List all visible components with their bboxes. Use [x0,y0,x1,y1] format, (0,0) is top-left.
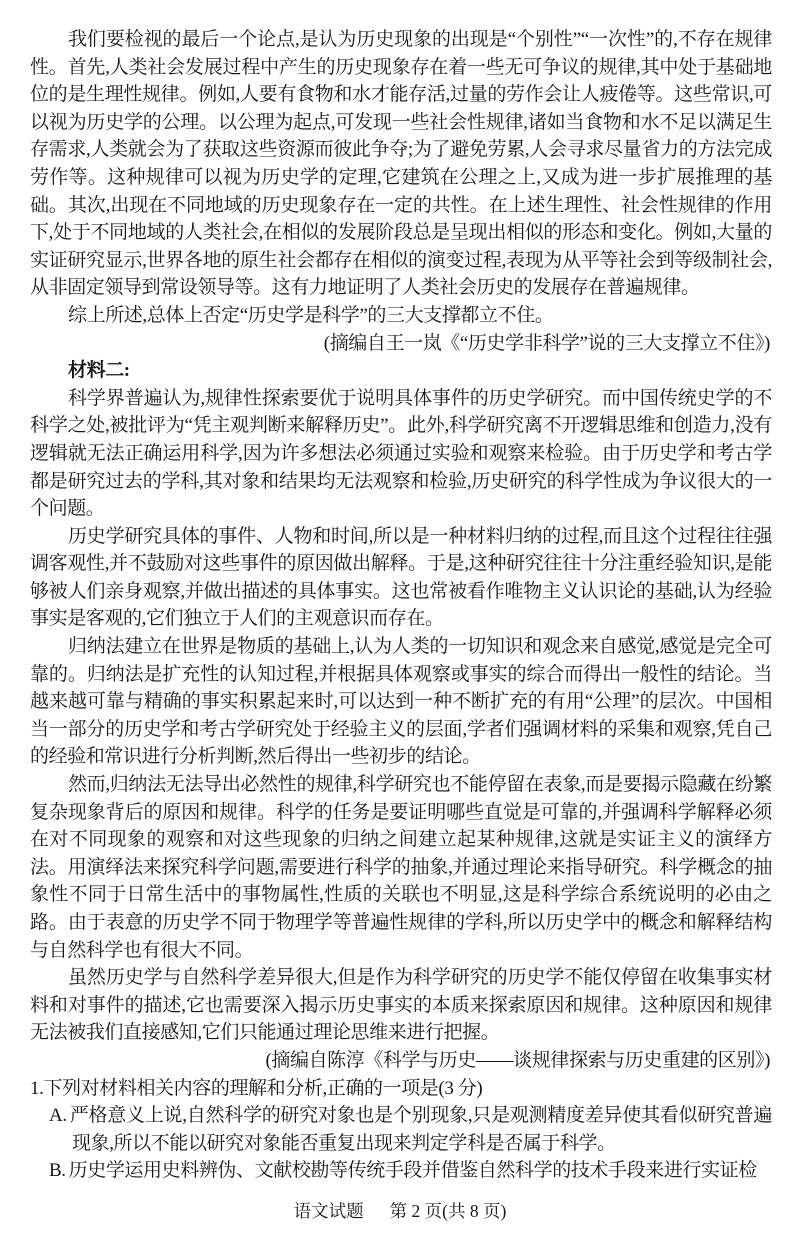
option-a-text: 严格意义上说,自然科学的研究对象也是个别现象,只是观测精度差异使其看似研究普遍现象,所以不能以研究对象能否重复出现来判定学科是否属于科学。 [69,1105,772,1154]
option-b-label: B. [49,1160,66,1182]
material2-paragraph: 历史学研究具体的事件、人物和时间,所以是一种材料归纳的过程,而且这个过程往往强调客观性,并不鼓励对这些事件的原因做出解释。于是,这种研究往往十分注重经验知识,是能够被人们亲身观察,并做出描述的具体事实。这也常被看作唯物主义认识论的基础,认为经验事实是客观的,它们独立于人们的主观意识而存在。 [30,525,772,630]
material2-paragraph: 科学界普遍认为,规律性探索要优于说明具体事件的历史学研究。而中国传统史学的不科学之处,被批评为“凭主观判断来解释历史”。此外,科学研究离不开逻辑思维和创造力,没有逻辑就无法正确运用科学,因为许多想法必须通过实验和观察来检验。由于历史学和考古学都是研究过去的学科,其对象和结果均无法观察和检验,历史研究的科学性成为争议很大的一个问题。 [30,387,772,520]
material1-paragraph: 综上所述,总体上否定“历史学是科学”的三大支撑都立不住。 [68,304,554,326]
page-content [30,26,772,1202]
page-footer [0,1198,800,1226]
material2-paragraph: 然而,归纳法无法导出必然性的规律,科学研究也不能停留在表象,而是要揭示隐藏在纷繁复杂现象背后的原因和规律。科学的任务是要证明哪些直觉是可靠的,并强调科学解释必须在对不同现象的观察和对这些现象的归纳之间建立起某种规律,这就是实证主义的演绎方法。用演绎法来探究科学问题,需要进行科学的抽象,并通过理论来指导研究。科学概念的抽象性不同于日常生活中的事物属性,性质的关联也不明显,这是科学综合系统说明的必由之路。由于表意的历史学不同于物理学等普遍性规律的学科,所以历史学中的概念和解释结构与自然科学也有很大不同。 [30,774,772,961]
option-b-text: 历史学运用史料辨伪、文献校勘等传统手段并借鉴自然科学的技术手段来进行实证检 [68,1160,757,1182]
material2-heading: 材料二: [68,360,130,382]
doc-title: 语文试题 [293,1201,364,1222]
material2-attribution: (摘编自陈淳《科学与历史——谈规律探索与历史重建的区别》) [265,1049,770,1071]
question-stem: 1.下列对材料相关内容的理解和分析,正确的一项是(3 分) [30,1077,483,1099]
material1-attribution: (摘编自王一岚《“历史学非科学”说的三大支撑立不住》) [323,332,770,354]
question-1 [30,1075,772,1185]
option-a [30,1102,772,1157]
material1-paragraph: 我们要检视的最后一个论点,是认为历史现象的出现是“个别性”“一次性”的,不存在规律性。首先,人类社会发展过程中产生的历史现象存在着一些无可争议的规律,其中处于基础地位的是生理性规律。例如,人要有食物和水才能存活,过量的劳作会让人疲倦等。这些常识,可以视为历史学的公理。以公理为起点,可发现一些社会性规律,诸如当食物和水不足以满足生存需求,人类就会为了获取这些资源而彼此争夺;为了避免劳累,人会寻求尽量省力的方法完成劳作等。这种规律可以视为历史学的定理,它建筑在公理之上,又成为进一步扩展推理的基础。其次,出现在不同地域的历史现象存在一定的共性。在上述生理性、社会性规律的作用下,处于不同地域的人类社会,在相似的发展阶段总是呈现出相似的形态和变化。例如,大量的实证研究显示,世界各地的原生社会都存在相似的演变过程,表现为从平等社会到等级制社会,从非固定领导到常设领导等。这有力地证明了人类社会历史的发展存在普遍规律。 [30,29,772,299]
option-b [30,1157,772,1185]
option-a-label: A. [49,1105,67,1127]
page-number: 第 2 页(共 8 页) [389,1201,507,1222]
material2-paragraph: 虽然历史学与自然科学差异很大,但是作为科学研究的历史学不能仅停留在收集事实材料和对事件的描述,它也需要深入揭示历史事实的本质来探索原因和规律。这种原因和规律无法被我们直接感知,它们只能通过理论思维来进行把握。 [30,967,772,1044]
material2-paragraph: 归纳法建立在世界是物质的基础上,认为人类的一切知识和观念来自感觉,感觉是完全可靠的。归纳法是扩充性的认知过程,并根据具体观察或事实的综合而得出一般性的结论。当越来越可靠与精确的事实积累起来时,可以达到一种不断扩充的有用“公理”的层次。中国相当一部分的历史学和考古学研究处于经验主义的层面,学者们强调材料的采集和观察,凭自己的经验和常识进行分析判断,然后得出一些初步的结论。 [30,636,772,768]
